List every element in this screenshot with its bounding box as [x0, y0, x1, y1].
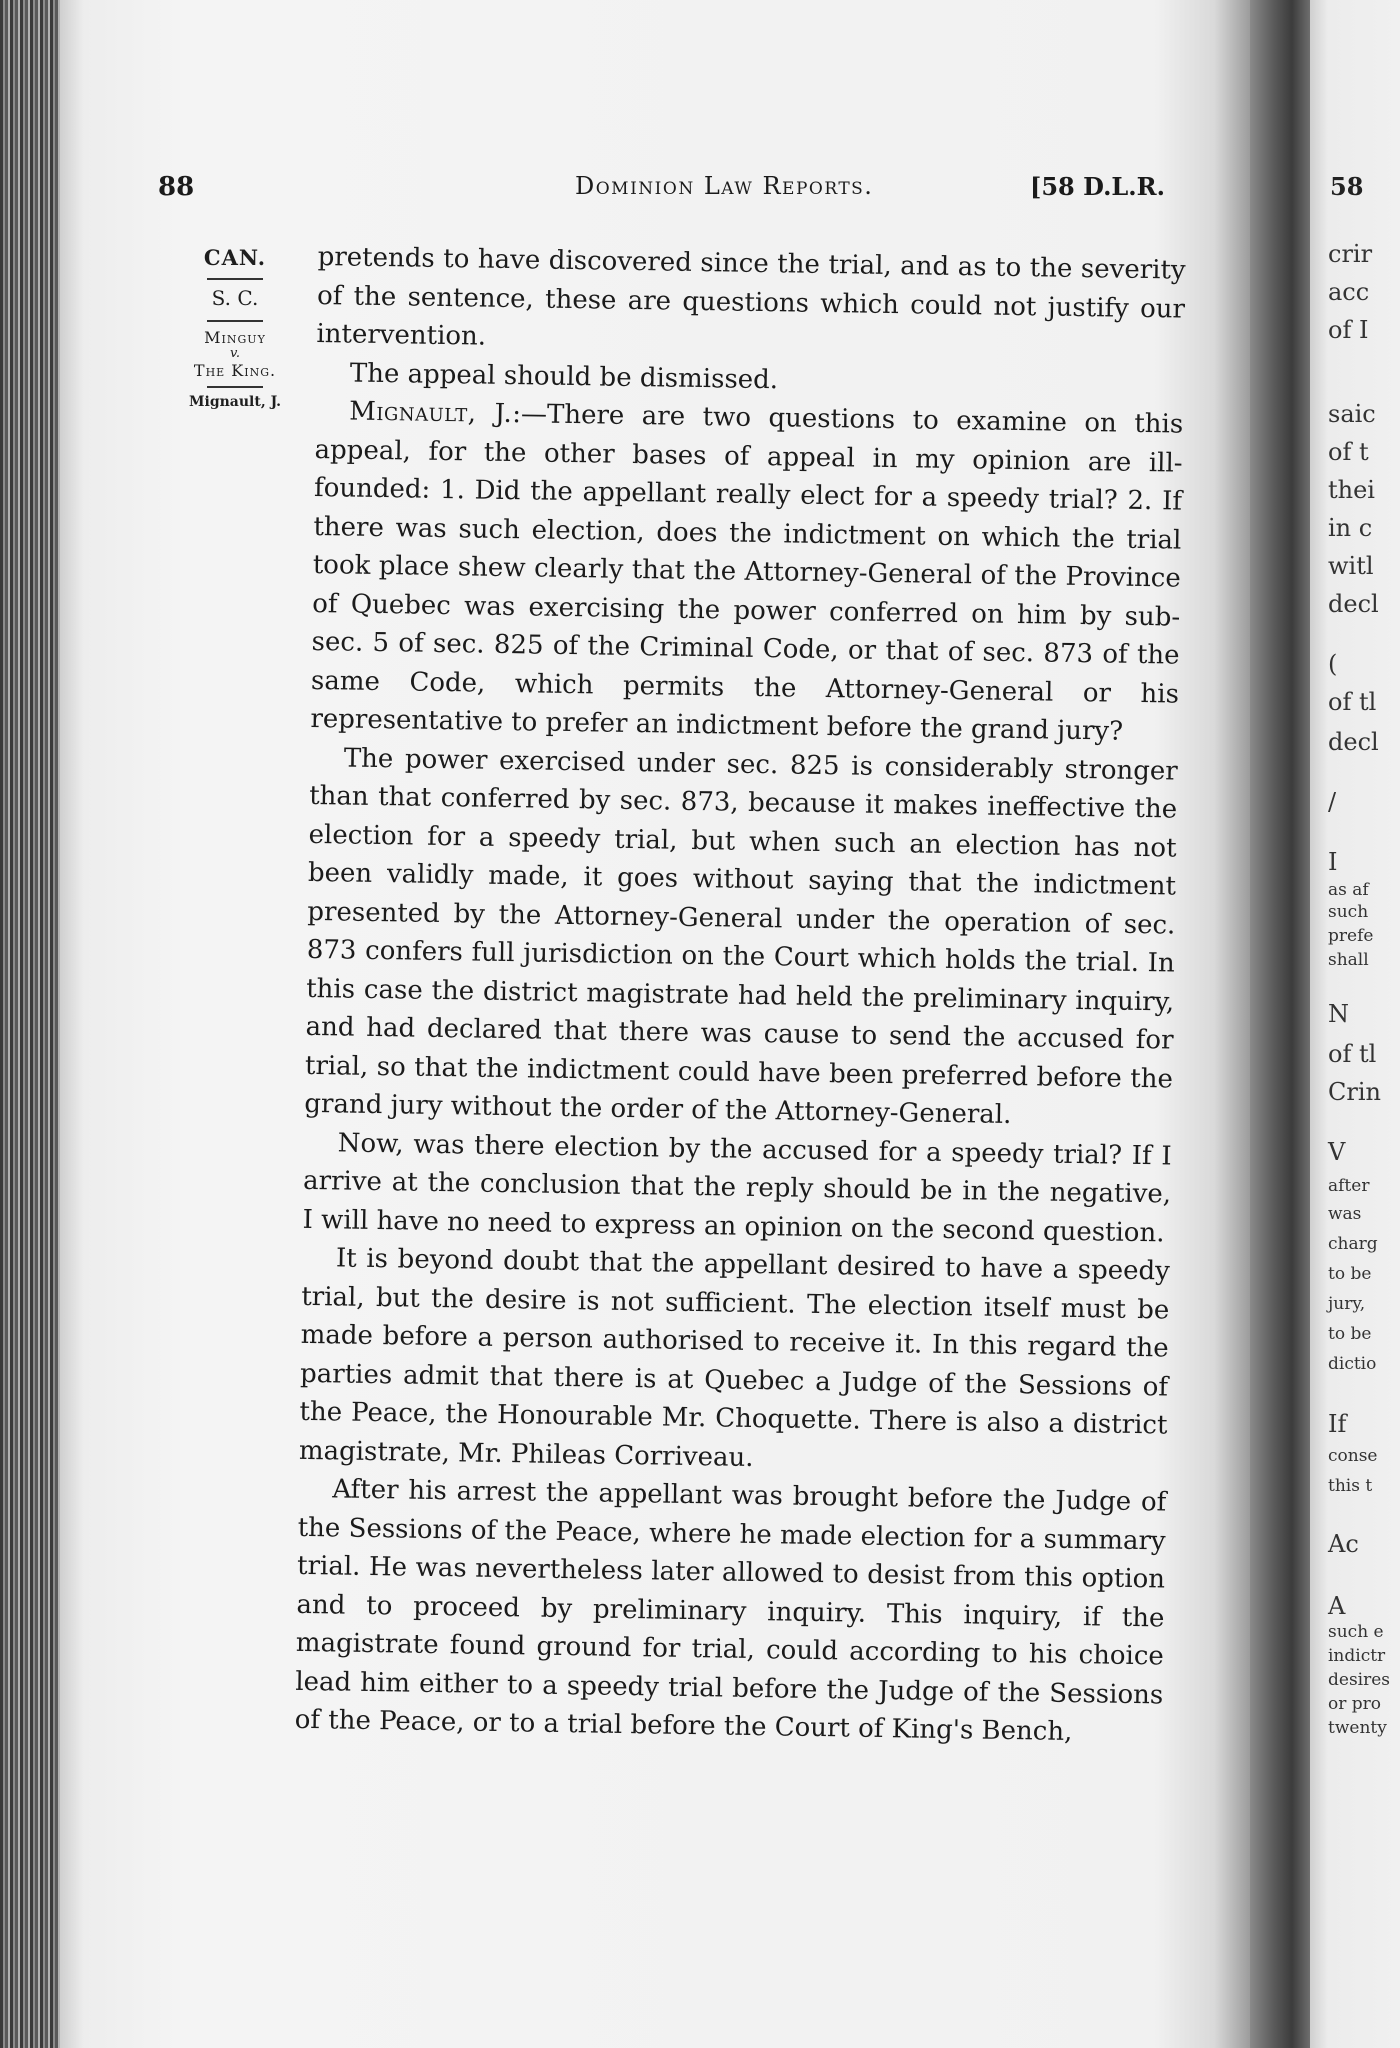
next-page-fragment: in c	[1328, 514, 1373, 542]
page-number: 88	[158, 172, 195, 202]
next-page-fragment: of I	[1328, 316, 1369, 344]
next-page-fragment: V	[1328, 1138, 1346, 1166]
next-page-fragment: of t	[1328, 438, 1369, 466]
next-page-fragment: jury,	[1328, 1294, 1366, 1314]
margin-court: S. C.	[211, 286, 259, 310]
next-page-fragment: (	[1328, 650, 1338, 678]
judge-name: Mignault, J.	[349, 396, 513, 430]
next-page-fragment: of tl	[1328, 1040, 1377, 1068]
margin-party-respondent: The King.	[193, 361, 277, 380]
paragraph: It is beyond doubt that the appellant desired to have a speedy trial, but the desire is not sufficient. The election itself must be made before a person authorised to receive it. In this regard the parties admit that there is at Quebec a Judge of the Sessions of the Peace, the Honourable Mr. Choquette. There is also a district magistrate, Mr. Phileas Corriveau.	[298, 1243, 1171, 1473]
next-page-fragment: was	[1328, 1204, 1362, 1224]
next-page-fragment: N	[1328, 1000, 1349, 1028]
margin-rule	[207, 386, 263, 388]
paragraph: After his arrest the appellant was brought before the Judge of the Sessions of the Peace, where he made election for a summary trial. He was nevertheless later allowed to desist from this option and to proceed by preliminary inquiry. This inquiry, if the magistrate found ground for trial, could according to his choice lead him either to a speedy trial before the Judge of the Sessions of the Peace, or to a trial before the Court of King's Bench,	[294, 1474, 1167, 1748]
margin-versus: v.	[230, 346, 240, 361]
margin-notes	[160, 245, 310, 410]
next-page-fragment: Crin	[1328, 1078, 1381, 1106]
next-page-fragment: /	[1328, 788, 1337, 816]
next-page-fragment: witl	[1328, 552, 1374, 580]
next-page-fragment: If	[1328, 1410, 1347, 1438]
volume-reference: [58 D.L.R.	[1030, 172, 1165, 201]
margin-country: CAN.	[203, 245, 267, 270]
next-page-fragment: thei	[1328, 476, 1375, 504]
next-page-fragment: Ac	[1328, 1530, 1359, 1558]
next-page-fragment: such e	[1328, 1622, 1384, 1642]
next-page-fragment: prefe	[1328, 926, 1374, 946]
margin-party-appellant: Minguy	[204, 328, 266, 347]
body-text	[294, 238, 1185, 1753]
paragraph: The appeal should be dismissed.	[349, 358, 779, 395]
next-page-fragment: acc	[1328, 278, 1370, 306]
paragraph	[310, 392, 1183, 752]
margin-rule	[207, 320, 263, 322]
next-page-fragment: conse	[1328, 1446, 1378, 1466]
next-page-fragment: twenty	[1328, 1718, 1387, 1738]
next-page-fragment: this t	[1328, 1476, 1373, 1496]
margin-judge: Mignault, J.	[189, 394, 281, 410]
next-page-fragment: desires	[1328, 1670, 1391, 1690]
next-page-fragment: such	[1328, 902, 1369, 922]
right-page-fragment	[1310, 0, 1400, 2048]
paragraph-text: :—There are two questions to examine on this appeal, for the other bases of appeal in my opinion are ill-founded: 1. Did the appellant really elect for a speedy trial? 2. If there was such election, does the indictment on which the trial took place shew clearly that the Attorney-General of the Province of Quebec was exercising the power conferred on him by sub-sec. 5 of sec. 825 of the Criminal Code, or that of sec. 873 of the same Code, which permits the Attorney-General or his representative to prefer an indictment before the grand jury?	[310, 399, 1184, 747]
next-page-fragment: A	[1328, 1592, 1346, 1620]
paragraph: pretends to have discovered since the trial, and as to the severity of the sentence, these are questions which could not justify our intervention.	[316, 241, 1186, 352]
next-page-fragment: as af	[1328, 880, 1369, 900]
next-page-fragment: saic	[1328, 400, 1376, 428]
next-page-fragment: crir	[1328, 240, 1373, 268]
paragraph: Now, was there election by the accused for a speedy trial? If I arrive at the conclusion that the reply should be in the negative, I will have no need to express an opinion on the second question.	[302, 1127, 1172, 1248]
next-page-fragment: dictio	[1328, 1354, 1377, 1374]
paragraph: The power exercised under sec. 825 is considerably stronger than that conferred by sec. 873, because it makes ineffective the election for a speedy trial, but when such an election has not been validly made, it goes without saying that the indictment presented by the Attorney-General under the operation of sec. 873 confers full jurisdiction on the Court which holds the trial. In this case the district magistrate had held the preliminary inquiry, and had declared that there was cause to send the accused for trial, so that the indictment could have been preferred before the grand jury without the order of the Attorney-General.	[304, 742, 1178, 1130]
next-page-fragment: to be	[1328, 1324, 1372, 1344]
next-page-fragment: after	[1328, 1176, 1370, 1196]
margin-rule	[207, 278, 263, 280]
next-page-fragment: of tl	[1328, 688, 1377, 716]
next-page-number: 58	[1330, 172, 1364, 201]
next-page-fragment: decl	[1328, 590, 1379, 618]
next-page-fragment: indictr	[1328, 1646, 1386, 1666]
next-page-fragment: shall	[1328, 950, 1369, 970]
next-page-fragment: decl	[1328, 728, 1379, 756]
running-title: Dominion Law Reports.	[575, 172, 874, 200]
book-gutter	[1250, 0, 1310, 2048]
next-page-fragment: charg	[1328, 1234, 1378, 1254]
next-page-fragment: I	[1328, 848, 1338, 876]
next-page-fragment: to be	[1328, 1264, 1372, 1284]
next-page-fragment: or pro	[1328, 1694, 1382, 1714]
